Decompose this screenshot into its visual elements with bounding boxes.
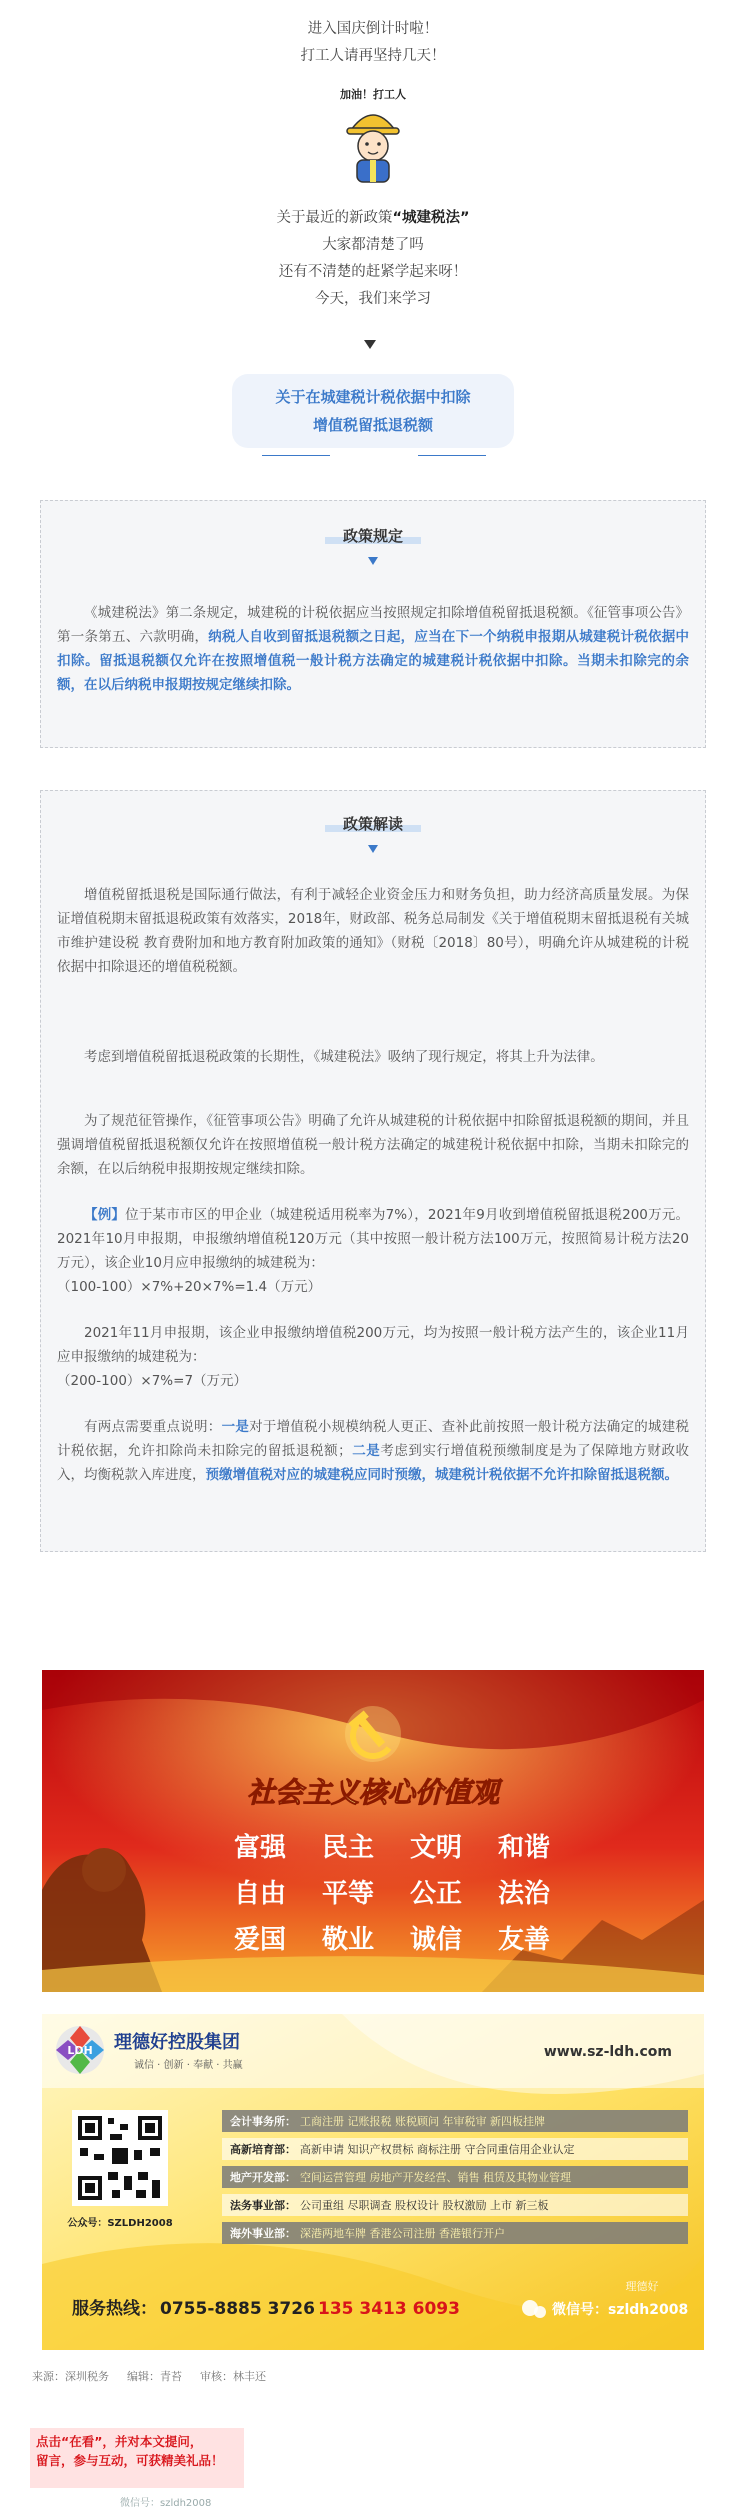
worker-mascot-image [333,86,413,186]
example-formula-2: （200-100）×7%=7（万元） [57,1373,248,1389]
intro-text [0,16,746,70]
ldh-company-name: 理德好控股集团 [114,2032,240,2053]
value-civility: 文明 [409,1833,463,1863]
value-rule-of-law: 法治 [497,1879,551,1909]
intro2-line-1 [0,205,746,232]
mascot-label: 加油！打工人 [340,88,406,101]
topic-underline-right [418,455,486,456]
interp-paragraph-1: 增值税留抵退税是国际通行做法，有利于减轻企业资金压力和财务负担，助力经济高质量发展。为保证增值税期末留抵退税政策有效落实，2018年，财政部、税务总局制发《关于增值税期末留抵退税有关城市维护建设税 教育费附加和地方教育附加政策的通知》（财税〔2018〕80号），明确允许从城建税的计税依据中扣除退还的增值税税额。 [57,887,689,975]
topic-heading [232,374,514,448]
ldh-company-ad [42,2014,704,2350]
policy-highlight: 纳税人自收到留抵退税额之日起，应当在下一个纳税申报期从城建税计税依据中扣除。留抵退税额仅允许在按照增值税一般计税方法确定的城建税计税依据中扣除。当期未扣除完的余额，在以后纳税申报期按规定继续扣除。 [57,629,690,693]
interpretation-box [40,790,706,1552]
ldh-logo-icon [56,2026,104,2074]
interp-paragraph-5 [57,1321,689,1393]
example-label: 【例】 [84,1207,126,1223]
core-values-poster-graphic [42,1670,704,1992]
intro-line-2: 打工人请再坚持几天！ [300,48,446,64]
article-source [32,2368,284,2384]
value-prosperity: 富强 [233,1833,287,1863]
wechat-id: 微信号：szldh2008 [552,2302,689,2318]
notes-highlight: 预缴增值税对应的城建税应同时预缴，城建税计税依据不允许扣除留抵退税额。 [205,1467,678,1483]
ldh-website: www.sz-ldh.com [543,2044,672,2060]
intro-text-2 [0,205,746,313]
interp-paragraph-6 [57,1415,689,1487]
service-row-4-text: 公司重组 尽职调查 股权设计 股权激励 上市 新三板 [300,2199,549,2212]
service-row-5-text: 深港两地车牌 香港公司注册 香港银行开户 [300,2227,505,2240]
value-equality: 平等 [321,1879,375,1909]
value-friendship: 友善 [497,1925,551,1955]
intro2-line-4: 今天，我们来学习 [315,291,431,307]
down-triangle-icon [364,340,376,349]
source-label: 来源：深圳税务 [32,2370,109,2383]
example-text-2: 2021年11月申报期，该企业申报缴纳增值税200万元，均为按照一般计税方法产生的，该企业11月应申报缴纳的城建税为： [57,1325,689,1365]
service-row-1-label: 会计事务所： [230,2115,296,2128]
intro-line-1: 进入国庆倒计时啦！ [307,21,439,37]
intro2-line-2: 大家都清楚了吗 [322,237,424,253]
value-dedication: 敬业 [321,1925,375,1955]
intro2-pre: 关于最近的新政策 [276,210,393,226]
ldh-ad-graphic [42,2014,704,2350]
core-values-poster [42,1670,704,1992]
notes-point-1: 对于增值税小规模纳税人更正、查补此前按照一般计税方法确定的城建税计税依据，允许扣除尚未扣除完的留抵退税额； [57,1419,690,1459]
intro2-emph: “城建税法” [392,210,470,226]
reviewer-label: 审核：林丰还 [200,2370,266,2383]
title-triangle-icon [368,845,378,853]
interp-paragraph-3: 为了规范征管操作，《征管事项公告》明确了允许从城建税的计税依据中扣除留抵退税额的期间，并且强调增值税留抵退税额仅允许在按照增值税一般计税方法确定的城建税计税依据中扣除，当期未扣除完的余额，在以后纳税申报期按规定继续扣除。 [57,1113,689,1177]
party-emblem-icon [345,1706,401,1762]
core-values-title: 社会主义核心价值观 [246,1776,500,1809]
ldh-logo-text: LDH [67,2044,93,2057]
editor-label: 编辑：青苔 [127,2370,182,2383]
ldh-slogan: 诚信 · 创新 · 奉献 · 共赢 [134,2060,243,2071]
notes-point-2: 考虑到实行增值税预缴制度是为了保障地方财政收入，均衡税款入库进度， [57,1443,690,1483]
service-row-2-label: 高新培育部： [230,2143,296,2156]
title-triangle-icon [368,557,378,565]
notes-point-2-label: 二是 [351,1443,381,1459]
service-row-4-label: 法务事业部： [230,2199,296,2212]
service-row-2-text: 高新申请 知识产权贯标 商标注册 守合同重信用企业认定 [300,2143,575,2156]
cta-line-2: 留言，参与互动，可获精美礼品！ [36,2453,224,2468]
like-cta-banner[interactable] [30,2428,244,2488]
interpretation-title: 政策解读 [342,815,403,833]
value-integrity: 诚信 [409,1925,463,1955]
service-row-1-text: 工商注册 记账报税 账税顾问 年审税审 新四板挂牌 [300,2115,545,2128]
ad-watermark: 理德好 [625,2280,659,2293]
example-text: 位于某市市区的甲企业（城建税适用税率为7%），2021年9月收到增值税留抵退税200万元。2021年10月申报期，申报缴纳增值税120万元（其中按照一般计税方法100万元，按照简易计税方法20万元），该企业10月应申报缴纳的城建税为： [57,1207,689,1271]
hotline-number-2: 135 3413 6093 [318,2299,460,2319]
qr-code-image [72,2110,168,2206]
service-row-3-label: 地产开发部： [230,2171,296,2184]
policy-paragraph [57,601,689,697]
example-formula-1: （100-100）×7%+20×7%=1.4（万元） [57,1279,322,1295]
policy-title: 政策规定 [342,527,403,545]
hotline-number-1: 0755-8885 3726 [160,2299,315,2319]
intro2-line-3: 还有不清楚的赶紧学起来呀！ [278,264,468,280]
value-democracy: 民主 [321,1833,375,1863]
value-justice: 公正 [409,1879,463,1909]
topic-line-1: 关于在城建税计税依据中扣除 [275,388,471,406]
interp-paragraph-2: 考虑到增值税留抵退税政策的长期性，《城建税法》吸纳了现行规定，将其上升为法律。 [84,1049,604,1065]
qr-caption: 公众号：SZLDH2008 [67,2218,173,2229]
policy-box [40,500,706,748]
cta-line-1: 点击“在看”，并对本文提问， [36,2434,203,2449]
value-freedom: 自由 [233,1879,287,1909]
service-row-5-label: 海外事业部： [230,2227,296,2240]
service-row-3-text: 空间运营管理 房地产开发经营、销售 租赁及其物业管理 [300,2171,571,2184]
interp-paragraph-4 [57,1203,689,1299]
topic-line-2: 增值税留抵退税额 [312,416,433,434]
hotline-label: 服务热线： [72,2299,157,2319]
value-patriotism: 爱国 [233,1925,287,1955]
value-harmony: 和谐 [497,1833,551,1863]
topic-underline-left [262,455,330,456]
notes-point-1-label: 一是 [221,1419,250,1435]
policy-text: 《城建税法》第二条规定，城建税的计税依据应当按照规定扣除增值税留抵退税额。《征管事项公告》第一条第五、六款明确， [57,605,689,645]
footer-watermark: 微信号：szldh2008 [120,2498,212,2509]
notes-intro: 有两点需要重点说明： [84,1419,222,1435]
